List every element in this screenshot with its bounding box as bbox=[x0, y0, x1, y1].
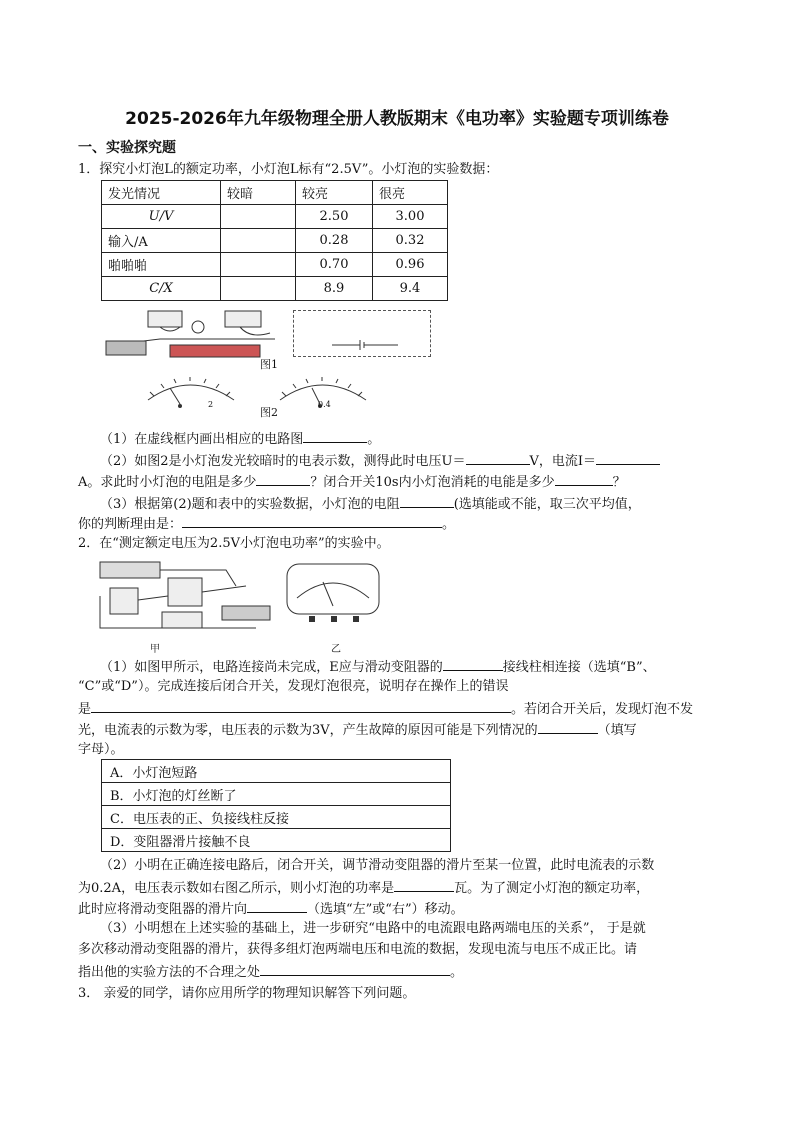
q1-part2-line2: A。求此时小灯泡的电阻是多少 ？闭合开关10s内小灯泡消耗的电能是多少 ？ bbox=[78, 471, 718, 493]
q2-part1-line4: 光，电流表的示数为零，电压表的示数为3V，产生故障的原因可能是下列情况的 （填写 bbox=[78, 719, 718, 741]
answer-blank[interactable] bbox=[247, 898, 307, 913]
answer-blank[interactable] bbox=[538, 719, 598, 734]
answer-blank[interactable] bbox=[256, 471, 310, 486]
q1-part3-line2: 你的判断理由是： 。 bbox=[78, 513, 718, 535]
q2-part1-line1: （1）如图甲所示，电路连接尚未完成，E应与滑动变阻器的 接线柱相连接（选填“B”、 bbox=[78, 656, 718, 678]
figure-jia-label: 甲 bbox=[150, 644, 160, 655]
table-row: 输入/A 0.28 0.32 bbox=[102, 229, 448, 253]
q2-part3-line2: 多次移动滑动变阻器的滑片，获得多组灯泡两端电压和电流的数据，发现电流与电压不成正比。请 bbox=[78, 942, 638, 957]
answer-blank[interactable] bbox=[466, 450, 530, 465]
battery-symbol bbox=[294, 311, 430, 356]
answer-blank[interactable] bbox=[91, 698, 511, 713]
answer-blank[interactable] bbox=[596, 450, 660, 465]
circuit-jia-figure bbox=[96, 556, 276, 642]
section-heading: 一、实验探究题 bbox=[78, 140, 176, 156]
table-row: 啪啪啪 0.70 0.96 bbox=[102, 253, 448, 277]
q2-part1-line5: 字母）。 bbox=[78, 742, 124, 757]
voltmeter-yi-figure bbox=[283, 558, 383, 638]
q1-part1: （1）在虚线框内画出相应的电路图 。 bbox=[78, 428, 718, 450]
tick-label: 2 bbox=[208, 400, 214, 409]
list-item[interactable]: A．小灯泡短路 bbox=[102, 760, 451, 783]
answer-blank[interactable] bbox=[303, 428, 367, 443]
q2-part2-line2: 为0.2A，电压表示数如右图乙所示，则小灯泡的功率是 瓦。为了测定小灯泡的额定功率， bbox=[78, 877, 718, 899]
figure-2-label: 图2 bbox=[260, 406, 278, 419]
list-item[interactable]: B．小灯泡的灯丝断了 bbox=[102, 783, 451, 806]
page-title: 2025-2026年九年级物理全册人教版期末《电功率》实验题专项训练卷 bbox=[125, 109, 669, 129]
q1-part3-line1: （3）根据第(2)题和表中的实验数据，小灯泡的电阻 (选填能或不能，取三次平均值， bbox=[78, 493, 718, 515]
tick-label: 0.4 bbox=[318, 400, 331, 409]
q2-part2-line3: 此时应将滑动变阻器的滑片向 （选填“左”或“右”）移动。 bbox=[78, 898, 718, 920]
q3-intro: 3． 亲爱的同学，请你应用所学的物理知识解答下列问题。 bbox=[78, 986, 416, 1001]
answer-blank[interactable] bbox=[260, 961, 450, 976]
table-row: U/V 2.50 3.00 bbox=[102, 205, 448, 229]
q1-intro: 1．探究小灯泡L的额定功率，小灯泡L标有“2.5V”。小灯泡的实验数据： bbox=[78, 162, 499, 177]
q2-part3-line3: 指出他的实验方法的不合理之处 。 bbox=[78, 961, 718, 983]
q2-intro: 2．在“测定额定电压为2.5V小灯泡电功率”的实验中。 bbox=[78, 536, 390, 551]
figure-1-label: 图1 bbox=[260, 358, 278, 371]
answer-blank[interactable] bbox=[400, 493, 454, 508]
table-row: 发光情况 较暗 较亮 很亮 bbox=[102, 181, 448, 205]
q1-part2-line1: （2）如图2是小灯泡发光较暗时的电表示数，测得此时电压U＝ V，电流I＝ bbox=[78, 450, 718, 472]
q2-part3-line1: （3）小明想在上述实验的基础上，进一步研究“电路中的电流跟电路两端电压的关系”， 于是就 bbox=[100, 921, 646, 936]
figure-yi-label: 乙 bbox=[331, 644, 341, 655]
q2-options-table bbox=[101, 759, 451, 852]
answer-blank[interactable] bbox=[443, 656, 503, 671]
q2-part2-line1: （2）小明在正确连接电路后，闭合开关，调节滑动变阻器的滑片至某一位置，此时电流表的示数 bbox=[100, 858, 655, 873]
list-item[interactable]: D．变阻器滑片接触不良 bbox=[102, 829, 451, 852]
answer-blank[interactable] bbox=[182, 513, 442, 528]
circuit-apparatus-figure bbox=[100, 305, 280, 365]
answer-blank[interactable] bbox=[555, 471, 613, 486]
circuit-drawing-box bbox=[293, 310, 431, 357]
answer-blank[interactable] bbox=[394, 877, 454, 892]
table-row: C/X 8.9 9.4 bbox=[102, 277, 448, 301]
list-item[interactable]: C．电压表的正、负接线柱反接 bbox=[102, 806, 451, 829]
q1-data-table bbox=[101, 180, 448, 301]
q2-part1-line3: 是 。若闭合开关后，发现灯泡不发 bbox=[78, 698, 718, 720]
q2-part1-line2: “C”或“D”）。完成连接后闭合开关，发现灯泡很亮，说明存在操作上的错误 bbox=[78, 679, 509, 694]
